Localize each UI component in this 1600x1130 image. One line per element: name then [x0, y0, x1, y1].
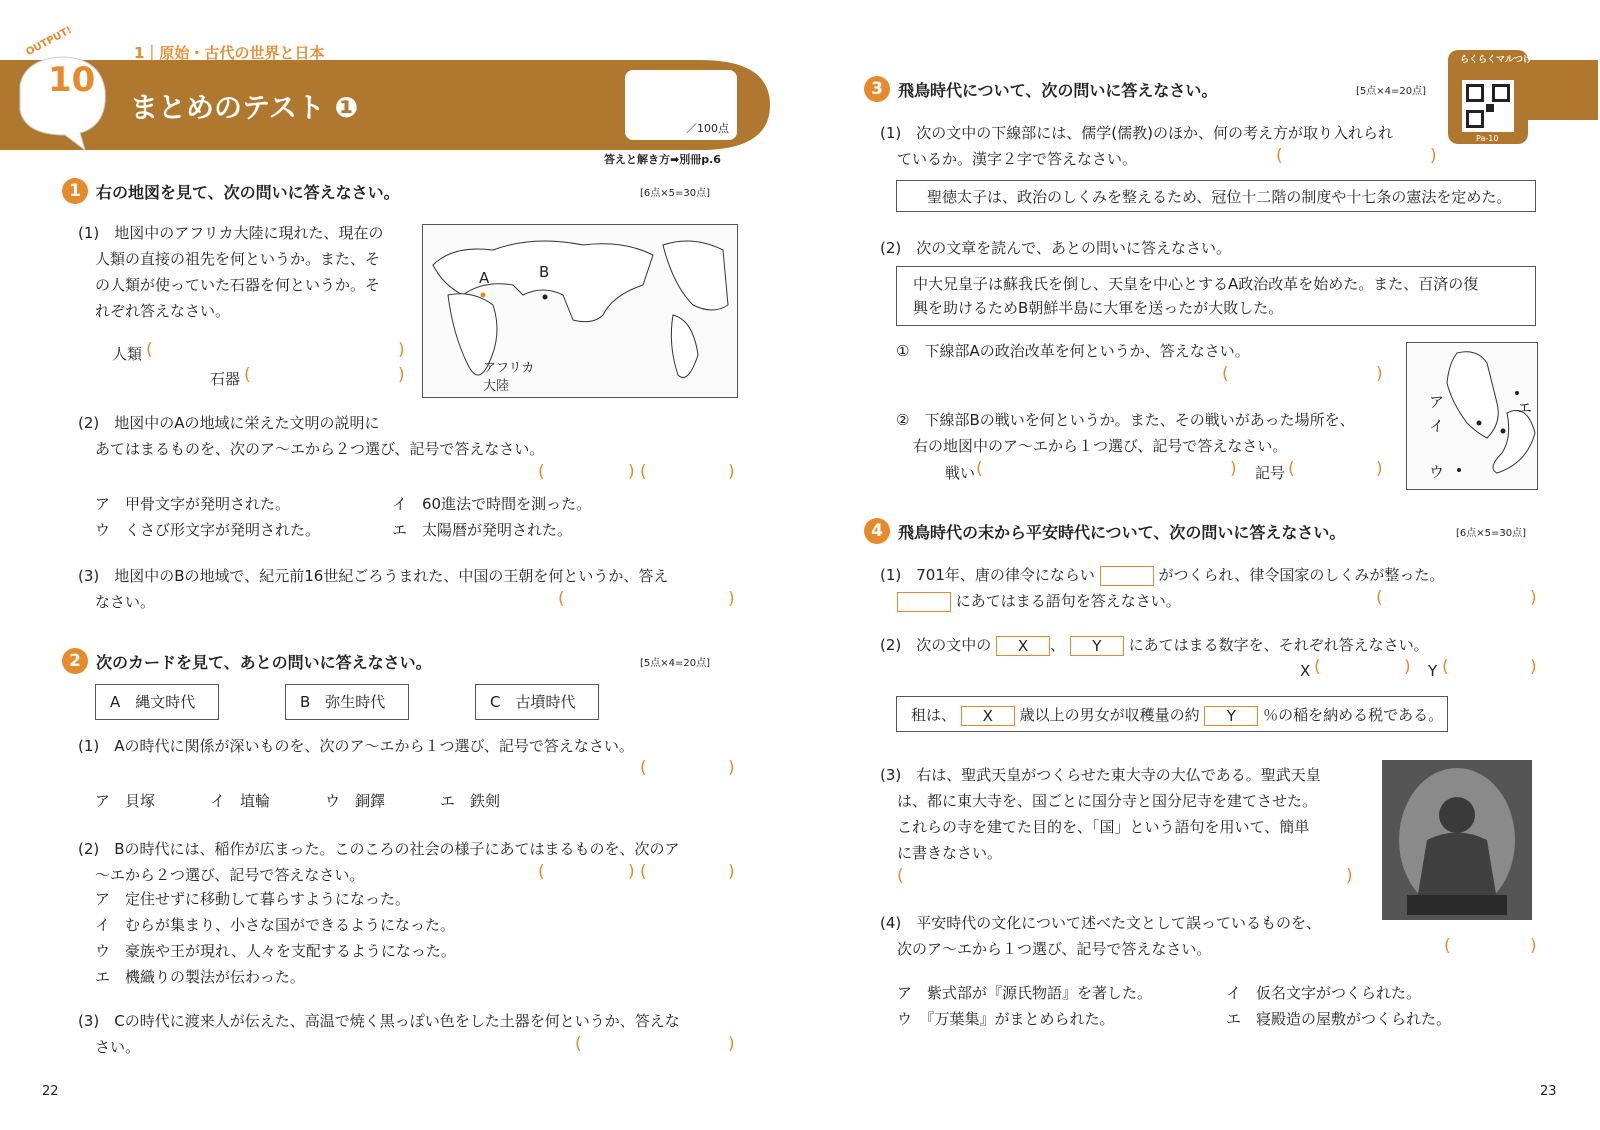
q4-3-answer[interactable]: (: [897, 866, 904, 886]
q3-title: 飛鳥時代について、次の問いに答えなさい。: [898, 81, 1218, 100]
q3-2-sub2-line2: 右の地図中のア〜エから１つ選び、記号で答えなさい。: [913, 437, 1288, 455]
score-box[interactable]: [625, 70, 737, 140]
q4-4-choice-e: エ 寝殿造の屋敷がつくられた。: [1226, 1010, 1452, 1028]
q1-1-human-answer[interactable]: (: [146, 340, 153, 360]
q2-3-line1: (3) Cの時代に渡来人が伝えた、高温で焼く黒っぽい色をした土器を何というか、答えな: [78, 1012, 680, 1030]
korea-map-label-a: ア: [1429, 393, 1445, 411]
q4-title: 飛鳥時代の末から平安時代について、次の問いに答えなさい。: [898, 523, 1346, 542]
q2-1-text: (1) Aの時代に関係が深いものを、次のア〜エから１つ選び、記号で答えなさい。: [78, 737, 634, 755]
great-buddha-photo: [1382, 760, 1532, 920]
q4-1-blank2: [897, 592, 951, 612]
output-badge: OUTPUT!: [24, 24, 74, 59]
q2-2-answer1[interactable]: (: [538, 862, 545, 882]
q4-4-choice-a: ア 紫式部が『源氏物語』を著した。: [897, 984, 1153, 1002]
q3-2-sub1: ① 下線部Aの政治改革を何というか、答えなさい。: [896, 342, 1250, 360]
map-label-a: A: [479, 269, 490, 287]
q3-number: 3: [864, 76, 890, 102]
q3-2-passage-line2: 興を助けるためB朝鮮半島に大軍を送ったが大敗した。: [913, 299, 1284, 317]
q1-1-stone-label: 石器: [210, 370, 241, 388]
q1-3-line2: なさい。: [95, 593, 156, 611]
q4-2-y-label: Y: [1428, 662, 1438, 680]
q4-1-blank: [1100, 566, 1154, 586]
answer-reference: 答えと解き方➡別冊p.6: [604, 153, 721, 166]
qr-id: Pa-10: [1476, 134, 1499, 143]
q1-3-line1: (3) 地図中のBの地域で、紀元前16世紀ごろうまれた、中国の王朝を何というか、答え: [78, 567, 669, 585]
q4-2-passage: 租は、 X 歳以上の男女が収穫量の約 Y ％の稲を納める税である。: [896, 696, 1448, 732]
q4-2-blank-x: X: [996, 636, 1050, 656]
q4-4-choice-i: イ 仮名文字がつくられた。: [1226, 984, 1422, 1002]
card-c: C 古墳時代: [475, 684, 599, 720]
unit-number: 10: [48, 60, 96, 100]
q4-2-passage-blank-x: X: [961, 706, 1015, 726]
q4-4-line2: 次のア〜エから１つ選び、記号で答えなさい。: [897, 940, 1212, 958]
q3-points: [5点×4=20点]: [1356, 86, 1427, 97]
q1-3-answer[interactable]: (: [558, 589, 565, 609]
q2-title: 次のカードを見て、あとの問いに答えなさい。: [96, 653, 432, 672]
page-number-right: 23: [1540, 1084, 1557, 1099]
q1-2-line2: あてはまるものを、次のア〜エから２つ選び、記号で答えなさい。: [95, 440, 545, 458]
q1-2-choice-u: ウ くさび形文字が発明された。: [95, 521, 321, 539]
q1-title: 右の地図を見て、次の問いに答えなさい。: [96, 183, 400, 202]
q3-2-text: (2) 次の文章を読んで、あとの問いに答えなさい。: [880, 239, 1231, 257]
korea-map: [1406, 342, 1538, 490]
qr-area: [1448, 50, 1598, 148]
korea-map-label-e: エ: [1517, 399, 1533, 417]
q3-1-line2: ているか。漢字２字で答えなさい。: [897, 150, 1138, 168]
q4-3-line2: は、都に東大寺を、国ごとに国分寺と国分尼寺を建てさせた。: [897, 792, 1318, 810]
q1-2-choice-a: ア 甲骨文字が発明された。: [95, 495, 291, 513]
q4-2-blank-y: Y: [1070, 636, 1124, 656]
q1-2-choice-e: エ 太陽暦が発明された。: [392, 521, 573, 539]
q4-3-line3: これらの寺を建てた目的を、「国」という語句を用いて、簡単: [897, 818, 1310, 836]
korea-map-label-i: イ: [1429, 417, 1445, 435]
q1-1-line3: の人類が使っていた石器を何というか。そ: [95, 276, 381, 294]
q2-3-answer[interactable]: (: [575, 1034, 582, 1054]
korea-map-label-u: ウ: [1429, 463, 1445, 481]
q1-2-answer2[interactable]: (: [640, 462, 647, 482]
q3-2-passage-line1: 中大兄皇子は蘇我氏を倒し、天皇を中心とするA政治改革を始めた。また、百済の復: [913, 275, 1479, 293]
q4-2-passage-blank-y: Y: [1204, 706, 1258, 726]
map-label-b: B: [539, 263, 550, 281]
q4-4-choice-u: ウ 『万葉集』がまとめられた。: [897, 1010, 1115, 1028]
q2-1-choice-i: イ 埴輪: [210, 792, 271, 810]
page-title: まとめのテスト ❶: [130, 91, 359, 124]
q3-2-passage: [896, 266, 1536, 326]
q4-points: [6点×5=30点]: [1456, 528, 1527, 539]
q3-2-sub2-line1: ② 下線部Bの戦いを何というか。また、その戦いがあった場所を、: [896, 411, 1355, 429]
q1-1-line4: れぞれ答えなさい。: [95, 302, 231, 320]
q4-2-y-answer[interactable]: (: [1442, 657, 1449, 677]
card-a: A 縄文時代: [95, 684, 219, 720]
q2-2-answer2[interactable]: (: [640, 862, 647, 882]
q1-1-stone-answer[interactable]: (: [244, 365, 251, 385]
qr-label: らくらくマルつけ: [1460, 55, 1533, 65]
q3-2-war-label: 戦い: [945, 464, 976, 482]
q1-points: [6点×5=30点]: [640, 188, 711, 199]
q2-points: [5点×4=20点]: [640, 658, 711, 669]
q2-2-choice-e: エ 機織りの製法が伝わった。: [95, 968, 305, 986]
card-b: B 弥生時代: [285, 684, 409, 720]
q4-4-line1: (4) 平安時代の文化について述べた文として誤っているものを、: [880, 914, 1321, 932]
q1-2-choice-i: イ 60進法で時間を測った。: [392, 495, 592, 513]
page-number-left: 22: [42, 1084, 59, 1099]
q1-1-line1: (1) 地図中のアフリカ大陸に現れた、現在の: [78, 224, 384, 242]
q4-2-x-answer[interactable]: (: [1314, 657, 1321, 677]
q4-3-line1: (3) 右は、聖武天皇がつくらせた東大寺の大仏である。聖武天皇: [880, 766, 1321, 784]
q2-1-answer[interactable]: (: [640, 758, 647, 778]
q4-2-line1: (2) 次の文中の X 、 Y にあてはまる数字を、それぞれ答えなさい。: [880, 636, 1429, 655]
q2-2-choice-a: ア 定住せずに移動して暮らすようになった。: [95, 890, 411, 908]
q4-number: 4: [864, 518, 890, 544]
q3-2-symbol-label: 記号: [1255, 464, 1286, 482]
q1-1-human-label: 人類: [112, 345, 143, 363]
world-map: [422, 224, 738, 398]
score-label: ／100点: [686, 122, 729, 135]
q3-2-symbol-answer[interactable]: (: [1288, 459, 1295, 479]
map-label-africa: アフリカ: [483, 361, 535, 376]
q1-2-answer1[interactable]: (: [538, 462, 545, 482]
q4-3-line4: に書きなさい。: [897, 844, 1003, 862]
q1-number: 1: [62, 178, 88, 204]
q4-1-line1: (1) 701年、唐の律令にならい がつくられ、律令国家のしくみが整った。: [880, 566, 1445, 584]
section-label: 1｜原始・古代の世界と日本: [134, 44, 325, 62]
qr-code-icon[interactable]: [1462, 80, 1514, 132]
map-label-continent: 大陸: [483, 379, 510, 394]
q3-2-war-answer[interactable]: (: [976, 459, 983, 479]
q2-2-choice-i: イ むらが集まり、小さな国ができるようになった。: [95, 916, 456, 934]
q1-1-line2: 人類の直接の祖先を何というか。また、そ: [95, 250, 381, 268]
q1-2-line1: (2) 地図中のAの地域に栄えた文明の説明に: [78, 414, 380, 432]
q3-1-passage: 聖徳太子は、政治のしくみを整えるため、冠位十二階の制度や十七条の憲法を定めた。: [896, 180, 1536, 212]
q2-1-choice-u: ウ 銅鐸: [325, 792, 386, 810]
q2-number: 2: [62, 648, 88, 674]
q3-1-line1: (1) 次の文中の下線部には、儒学(儒教)のほか、何の考え方が取り入れられ: [880, 124, 1393, 142]
q4-1-line2: にあてはまる語句を答えなさい。: [897, 588, 1181, 614]
q2-2-choice-u: ウ 豪族や王が現れ、人々を支配するようになった。: [95, 942, 456, 960]
q3-1-answer[interactable]: (: [1276, 146, 1283, 166]
q2-2-line2: 〜エから２つ選び、記号で答えなさい。: [95, 866, 365, 884]
q2-3-line2: さい。: [95, 1038, 141, 1056]
q4-1-answer[interactable]: (: [1376, 588, 1383, 608]
q4-2-x-label: X: [1300, 662, 1311, 680]
q2-2-line1: (2) Bの時代には、稲作が広まった。このころの社会の様子にあてはまるものを、次のア: [78, 840, 680, 858]
q2-1-choice-a: ア 貝塚: [95, 792, 156, 810]
q4-4-answer[interactable]: (: [1444, 936, 1451, 956]
q2-1-choice-e: エ 鉄剣: [440, 792, 501, 810]
q3-2-sub1-answer[interactable]: (: [1222, 364, 1229, 384]
